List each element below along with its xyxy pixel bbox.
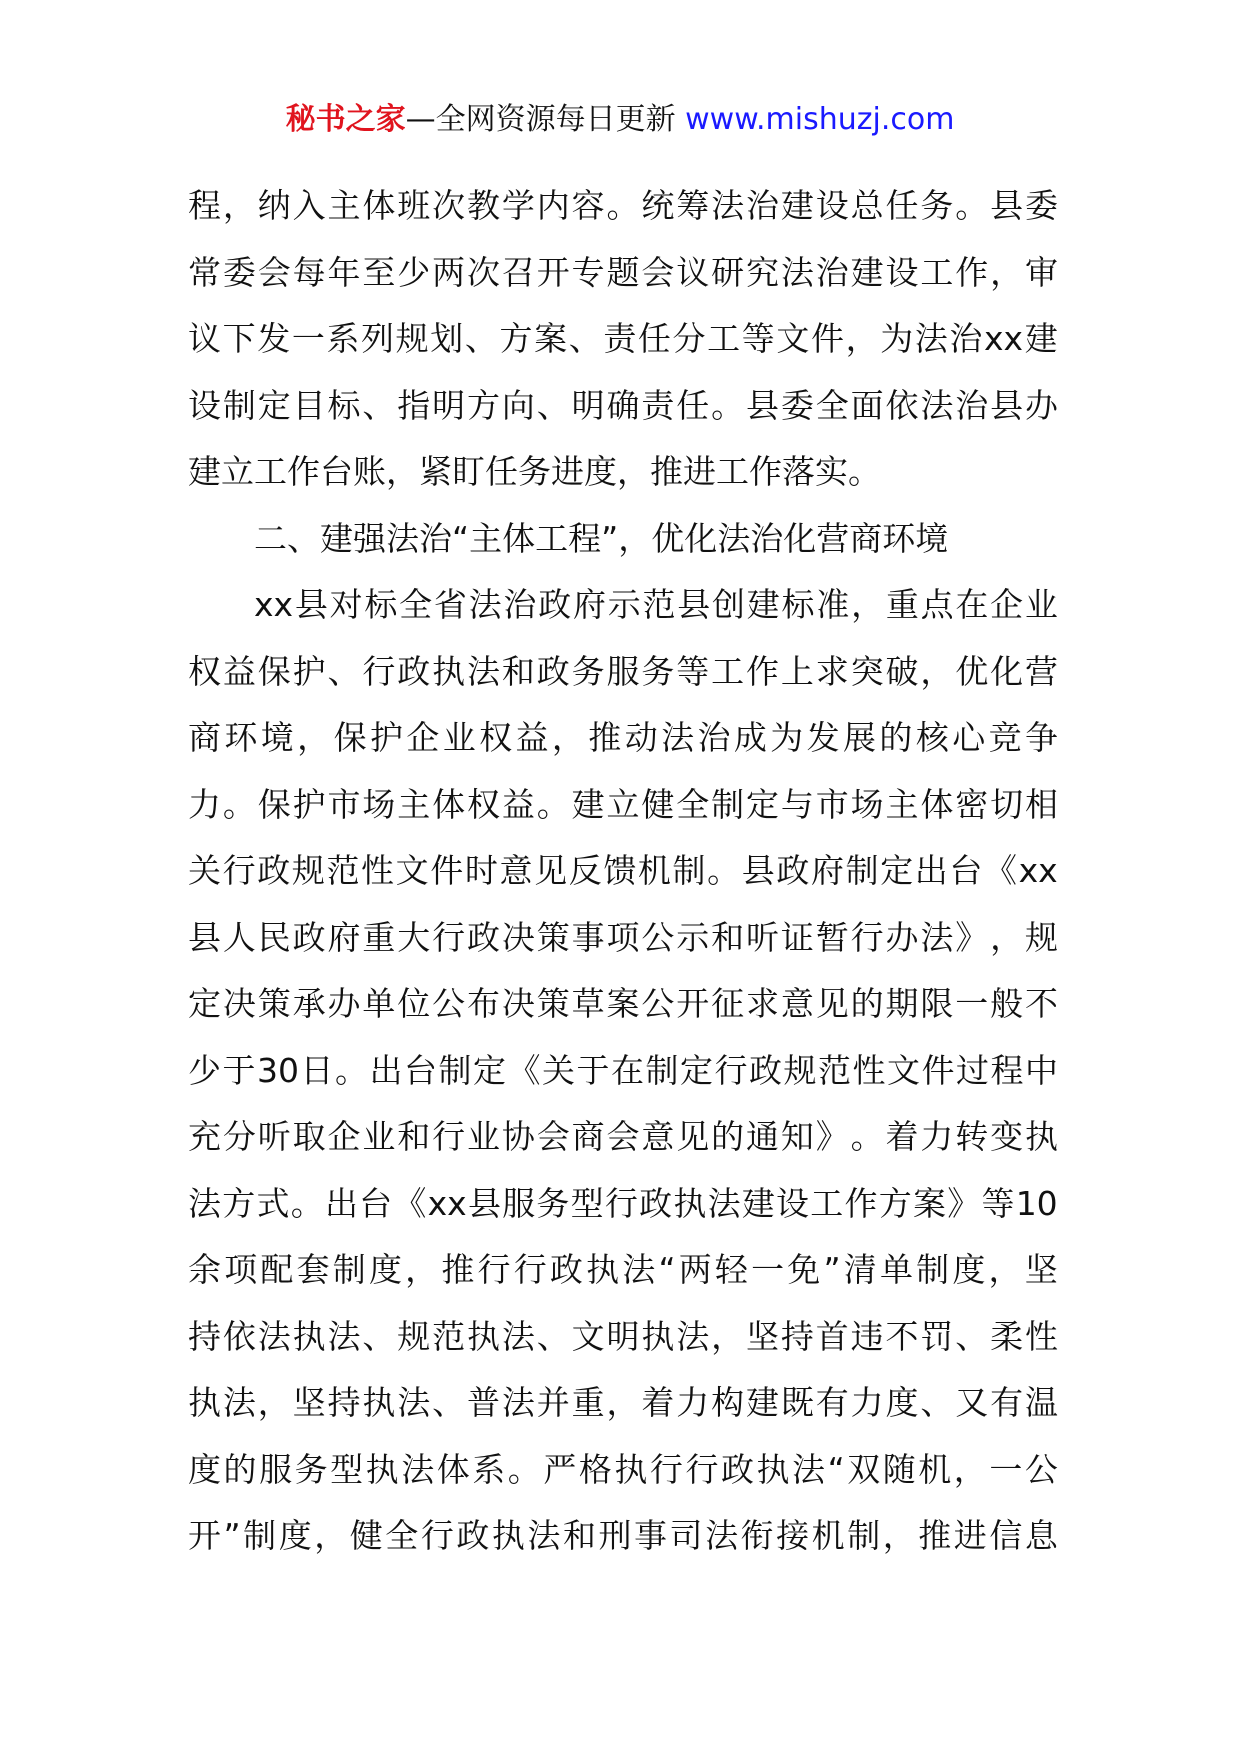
- document-body: [188, 173, 1058, 1570]
- text-line: 议 下 发 一 系 列 规 划 、 方 案 、 责 任 分 工 等 文 件 ， 为 法 治 xx 建: [188, 319, 1058, 358]
- text-line: 执 法 ， 坚 持 执 法 、 普 法 并 重 ， 着 力 构 建 既 有 力 度 、 又 有 温: [188, 1383, 1058, 1422]
- site-header: [0, 100, 1240, 140]
- text-line: 少 于 30 日 。 出 台 制 定 《 关 于 在 制 定 行 政 规 范 性 文 件 过 程 中: [188, 1050, 1058, 1090]
- text-line: 设 制 定 目 标 、 指 明 方 向 、 明 确 责 任 。 县 委 全 面 依 法 治 县 办: [188, 385, 1058, 425]
- text-line: 定 决 策 承 办 单 位 公 布 决 策 草 案 公 开 征 求 意 见 的 期 限 一 般 不: [188, 984, 1058, 1023]
- text-line: 商 环 境 ， 保 护 企 业 权 益 ， 推 动 法 治 成 为 发 展 的 核 心 竞 争: [188, 718, 1058, 757]
- text-line: xx 县 对 标 全 省 法 治 政 府 示 范 县 创 建 标 准 ， 重 点 在 企 业: [254, 585, 1058, 624]
- text-line: 度 的 服 务 型 执 法 体 系 。 严 格 执 行 行 政 执 法 “ 双 随 机 ， 一 公: [188, 1449, 1058, 1489]
- text-line: 权 益 保 护 、 行 政 执 法 和 政 务 服 务 等 工 作 上 求 突 破 ， 优 化 营: [188, 651, 1058, 691]
- section-heading: 二、建强法治“主体工程”，优化法治化营商环境: [254, 518, 949, 558]
- brand-name: 秘书之家: [285, 102, 406, 137]
- text-line: 余 项 配 套 制 度 ， 推 行 行 政 执 法 “ 两 轻 一 免 ” 清 单 制 度 ， 坚: [188, 1250, 1058, 1289]
- text-line: 关 行 政 规 范 性 文 件 时 意 见 反 馈 机 制 。 县 政 府 制 定 出 台 《 xx: [188, 851, 1058, 890]
- text-line: 力 。 保 护 市 场 主 体 权 益 。 建 立 健 全 制 定 与 市 场 主 体 密 切 相: [188, 784, 1058, 824]
- text-line: 持 依 法 执 法 、 规 范 执 法 、 文 明 执 法 ， 坚 持 首 违 不 罚 、 柔 性: [188, 1316, 1058, 1356]
- header-slogan: —全网资源每日更新: [405, 102, 686, 137]
- text-line: 法 方 式 。 出 台 《 xx 县 服 务 型 行 政 执 法 建 设 工 作 方 案 》 等 10: [188, 1183, 1058, 1223]
- text-line: 开 ” 制 度 ， 健 全 行 政 执 法 和 刑 事 司 法 衔 接 机 制 ， 推 进 信 息: [188, 1516, 1058, 1555]
- text-line: 程 ， 纳 入 主 体 班 次 教 学 内 容 。 统 筹 法 治 建 设 总 任 务 。 县 委: [188, 186, 1058, 225]
- site-url[interactable]: www.mishuzj.com: [685, 102, 955, 137]
- text-line: 常 委 会 每 年 至 少 两 次 召 开 专 题 会 议 研 究 法 治 建 设 工 作 ， 审: [188, 252, 1058, 292]
- text-line: 建立工作台账，紧盯任务进度，推进工作落实。: [188, 452, 881, 491]
- text-line: 县 人 民 政 府 重 大 行 政 决 策 事 项 公 示 和 听 证 暂 行 办 法 》 ， 规: [188, 917, 1058, 957]
- text-line: 充 分 听 取 企 业 和 行 业 协 会 商 会 意 见 的 通 知 》 。 着 力 转 变 执: [188, 1117, 1058, 1156]
